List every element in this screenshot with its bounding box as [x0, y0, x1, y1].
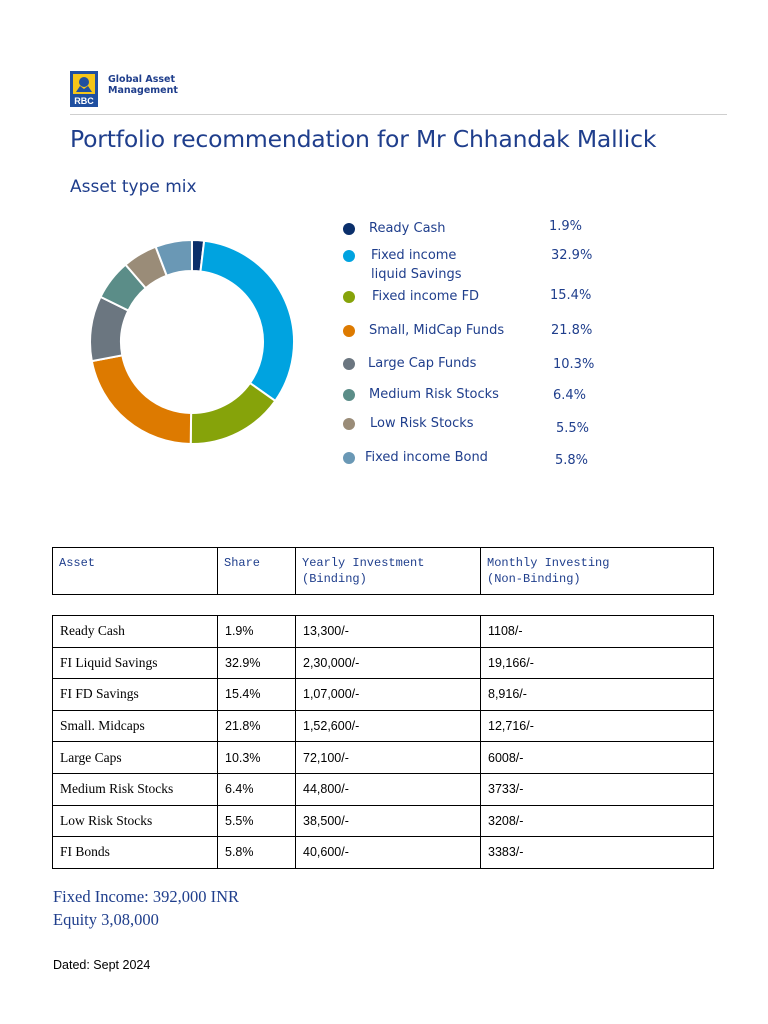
- header-asset: Asset: [53, 548, 218, 595]
- table-cell: Large Caps: [53, 742, 218, 774]
- asset-mix-donut-chart: [82, 230, 302, 454]
- table-cell: 19,166/-: [481, 647, 714, 679]
- table-cell: 10.3%: [218, 742, 296, 774]
- legend-value: 32.9%: [551, 248, 593, 263]
- table-row: [53, 647, 714, 679]
- table-cell: 8,916/-: [481, 679, 714, 711]
- investment-summary: [53, 885, 239, 931]
- table-cell: 6.4%: [218, 773, 296, 805]
- allocation-table-header: [52, 547, 714, 595]
- table-row: [53, 773, 714, 805]
- table-cell: 32.9%: [218, 647, 296, 679]
- legend-marker: [343, 250, 355, 262]
- table-cell: 40,600/-: [296, 837, 481, 869]
- table-cell: 38,500/-: [296, 805, 481, 837]
- table-cell: Small. Midcaps: [53, 710, 218, 742]
- legend-marker: [343, 291, 355, 303]
- table-cell: FI Bonds: [53, 837, 218, 869]
- legend-marker: [343, 418, 355, 430]
- dated-line: Dated: Sept 2024: [53, 958, 151, 972]
- table-row: [53, 616, 714, 648]
- header-share: Share: [218, 548, 296, 595]
- legend-label: Fixed income Bond: [365, 450, 488, 465]
- table-cell: 6008/-: [481, 742, 714, 774]
- table-row: [53, 710, 714, 742]
- legend-value: 6.4%: [553, 388, 587, 403]
- legend-marker: [343, 452, 355, 464]
- table-cell: 5.5%: [218, 805, 296, 837]
- legend-value: 5.8%: [555, 453, 589, 468]
- legend-value: 15.4%: [550, 288, 592, 303]
- table-cell: 12,716/-: [481, 710, 714, 742]
- legend-marker: [343, 325, 355, 337]
- table-cell: 1108/-: [481, 616, 714, 648]
- donut-slice-fixed-income-liquid-savings: [200, 241, 294, 401]
- chart-subtitle: Asset type mix: [70, 177, 197, 197]
- table-row: [53, 742, 714, 774]
- table-cell: Ready Cash: [53, 616, 218, 648]
- legend-value: 5.5%: [556, 421, 590, 436]
- table-cell: 72,100/-: [296, 742, 481, 774]
- header-divider: [70, 114, 727, 115]
- logo-line-2: Management: [108, 85, 178, 96]
- legend-label: Fixed income FD: [372, 289, 480, 304]
- allocation-table: [52, 615, 714, 869]
- legend-marker: [343, 358, 355, 370]
- legend-value: 1.9%: [549, 219, 583, 234]
- legend-label: Large Cap Funds: [368, 356, 477, 371]
- rbc-lion-icon: [70, 71, 98, 107]
- table-cell: 1,52,600/-: [296, 710, 481, 742]
- rbc-badge-text: RBC: [74, 96, 94, 106]
- donut-slice-fixed-income-fd: [191, 383, 276, 444]
- table-cell: 5.8%: [218, 837, 296, 869]
- fixed-income-total: Fixed Income: 392,000 INR: [53, 887, 240, 906]
- table-cell: 3383/-: [481, 837, 714, 869]
- table-cell: 21.8%: [218, 710, 296, 742]
- table-cell: 3208/-: [481, 805, 714, 837]
- table-cell: Medium Risk Stocks: [53, 773, 218, 805]
- table-row: [53, 837, 714, 869]
- legend-marker: [343, 389, 355, 401]
- legend-value: 21.8%: [551, 323, 593, 338]
- table-cell: 44,800/-: [296, 773, 481, 805]
- legend-value: 10.3%: [553, 357, 595, 372]
- legend-marker: [343, 223, 355, 235]
- header-yearly-investment: Yearly Investment (Binding): [296, 548, 481, 595]
- legend-label: Low Risk Stocks: [370, 416, 474, 431]
- table-cell: 1.9%: [218, 616, 296, 648]
- table-cell: 13,300/-: [296, 616, 481, 648]
- header-monthly-investing: Monthly Investing (Non-Binding): [481, 548, 714, 595]
- table-cell: FI Liquid Savings: [53, 647, 218, 679]
- logo-line-1: Global Asset: [108, 74, 176, 85]
- table-row: [53, 805, 714, 837]
- table-cell: FI FD Savings: [53, 679, 218, 711]
- table-cell: Low Risk Stocks: [53, 805, 218, 837]
- table-cell: 15.4%: [218, 679, 296, 711]
- legend-label: Ready Cash: [369, 221, 446, 236]
- legend-label: Small, MidCap Funds: [369, 323, 505, 338]
- table-cell: 3733/-: [481, 773, 714, 805]
- legend-label: Fixed income liquid Savings: [371, 248, 462, 282]
- table-row: [53, 679, 714, 711]
- equity-total: Equity 3,08,000: [53, 910, 159, 929]
- rbc-logo: [70, 71, 178, 107]
- table-cell: 2,30,000/-: [296, 647, 481, 679]
- table-cell: 1,07,000/-: [296, 679, 481, 711]
- donut-slice-small-midcap-funds: [92, 355, 191, 444]
- legend-label: Medium Risk Stocks: [369, 387, 499, 402]
- page-title: Portfolio recommendation for Mr Chhandak Mallick: [70, 125, 657, 153]
